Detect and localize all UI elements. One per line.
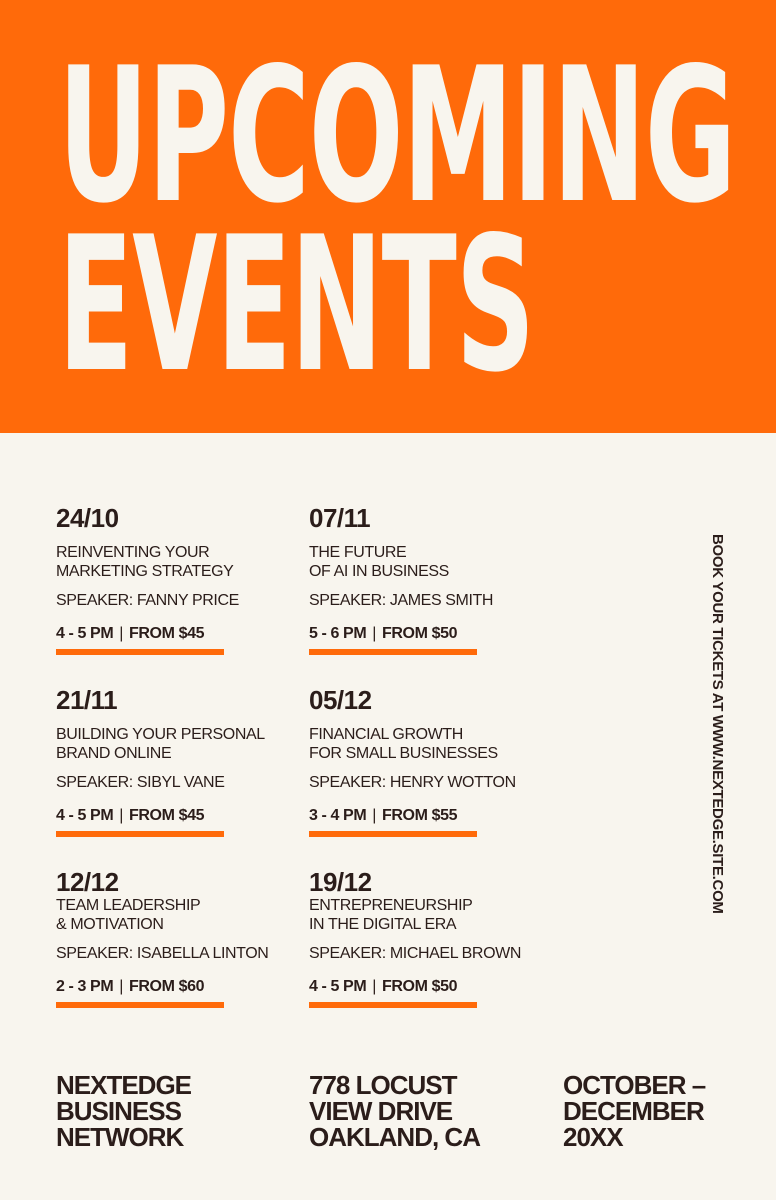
booking-cta: BOOK YOUR TICKETS AT WWW.NEXTEDGE.SITE.COM	[709, 534, 726, 914]
event-title: BUILDING YOUR PERSONAL BRAND ONLINE	[56, 726, 265, 762]
event-price: FROM $55	[382, 807, 458, 824]
event-speaker: SPEAKER: FANNY PRICE	[56, 592, 239, 609]
event-date: 12/12	[56, 867, 119, 897]
event-speaker: SPEAKER: HENRY WOTTON	[309, 774, 516, 791]
event-time: 5 - 6 PM	[309, 625, 367, 642]
separator: |	[119, 807, 124, 824]
event-title: THE FUTURE OF AI IN BUSINESS	[309, 544, 449, 580]
event-time: 4 - 5 PM	[309, 978, 367, 995]
event-time-price	[56, 977, 204, 996]
event-date: 19/12	[309, 867, 372, 897]
hero-banner	[0, 0, 776, 433]
event-date: 24/10	[56, 503, 119, 533]
event-time: 3 - 4 PM	[309, 807, 367, 824]
event-price: FROM $50	[382, 978, 458, 995]
accent-bar	[56, 649, 224, 655]
event-price: FROM $60	[129, 978, 205, 995]
hero-title-line-1: UPCOMING	[58, 27, 736, 244]
event-title: REINVENTING YOUR MARKETING STRATEGY	[56, 544, 234, 580]
event-time: 4 - 5 PM	[56, 807, 114, 824]
event-date: 05/12	[309, 685, 372, 715]
event-time-price	[309, 977, 457, 996]
separator: |	[372, 807, 377, 824]
venue-address: 778 LOCUST VIEW DRIVE OAKLAND, CA	[309, 1070, 480, 1152]
event-time-price	[56, 624, 204, 643]
separator: |	[372, 625, 377, 642]
event-speaker: SPEAKER: SIBYL VANE	[56, 774, 225, 791]
event-date: 07/11	[309, 503, 371, 533]
event-speaker: SPEAKER: ISABELLA LINTON	[56, 945, 269, 962]
separator: |	[119, 625, 124, 642]
event-time: 2 - 3 PM	[56, 978, 114, 995]
event-speaker: SPEAKER: JAMES SMITH	[309, 592, 494, 609]
event-title: FINANCIAL GROWTH FOR SMALL BUSINESSES	[309, 726, 498, 762]
event-time-price	[309, 806, 457, 825]
event-period: OCTOBER – DECEMBER 20XX	[563, 1070, 706, 1152]
event-time-price	[309, 624, 457, 643]
separator: |	[372, 978, 377, 995]
accent-bar	[56, 831, 224, 837]
accent-bar	[309, 831, 477, 837]
hero-title-line-2: EVENTS	[58, 196, 534, 413]
event-price: FROM $45	[129, 625, 205, 642]
event-price: FROM $45	[129, 807, 205, 824]
accent-bar	[309, 649, 477, 655]
accent-bar	[309, 1002, 477, 1008]
accent-bar	[56, 1002, 224, 1008]
event-time-price	[56, 806, 204, 825]
event-time: 4 - 5 PM	[56, 625, 114, 642]
separator: |	[119, 978, 124, 995]
event-price: FROM $50	[382, 625, 458, 642]
organizer-name: NEXTEDGE BUSINESS NETWORK	[56, 1070, 192, 1152]
event-speaker: SPEAKER: MICHAEL BROWN	[309, 945, 521, 962]
event-title: ENTREPRENEURSHIP IN THE DIGITAL ERA	[309, 897, 473, 933]
event-date: 21/11	[56, 685, 118, 715]
event-title: TEAM LEADERSHIP & MOTIVATION	[56, 897, 201, 933]
